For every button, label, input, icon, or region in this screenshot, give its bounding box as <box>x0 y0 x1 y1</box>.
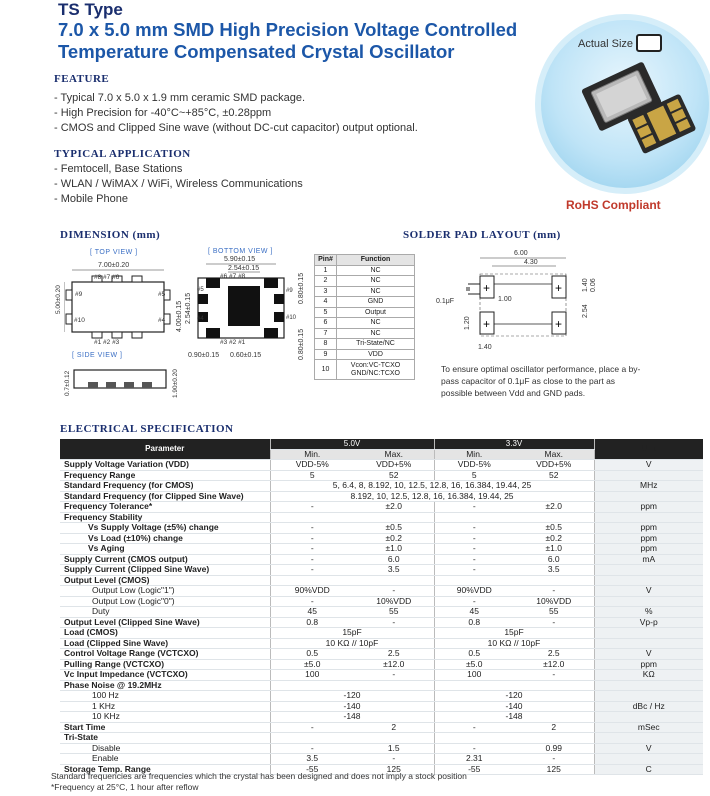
spec-cell <box>270 733 354 744</box>
spec-param: Output Level (Clipped Sine Wave) <box>60 617 270 628</box>
spec-unit <box>594 712 703 723</box>
spec-param: Output Level (CMOS) <box>60 575 270 586</box>
spec-unit: KΩ <box>594 670 703 681</box>
spec-cell: - <box>434 743 514 754</box>
spec-unit <box>594 565 703 576</box>
spec-cell: 15pF <box>434 628 594 639</box>
solder-dim-140b: 1.40 <box>478 344 492 351</box>
spec-unit: MHz <box>594 481 703 492</box>
spec-row <box>60 722 703 733</box>
spec-unit: Vp-p <box>594 617 703 628</box>
side-view-label: [ SIDE VIEW ] <box>72 352 123 359</box>
bottom-pins-lower: #3 #2 #1 <box>220 339 246 346</box>
pin-col-header: Pin# <box>315 255 337 266</box>
spec-row <box>60 565 703 576</box>
svg-text:+: + <box>555 317 563 331</box>
spec-param: Standard Frequency (for Clipped Sine Wave) <box>60 491 270 502</box>
spec-param: Vs Load (±10%) change <box>60 533 270 544</box>
spec-unit <box>594 733 703 744</box>
spec-cell: 10 KΩ // 10pF <box>270 638 434 649</box>
spec-row <box>60 628 703 639</box>
solder-cap-label: 0.1μF <box>436 298 455 305</box>
spec-param: Control Voltage Range (VCTCXO) <box>60 649 270 660</box>
top-view-label: [ TOP VIEW ] <box>90 249 138 256</box>
spec-cell: - <box>270 743 354 754</box>
spec-cell: -120 <box>434 691 594 702</box>
title-line-2: Temperature Compensated Crystal Oscillator <box>58 41 455 62</box>
spec-cell: 5 <box>270 470 354 481</box>
spec-cell: - <box>434 722 514 733</box>
spec-row <box>60 460 703 471</box>
spec-cell: - <box>354 617 434 628</box>
spec-param: Vs Aging <box>60 544 270 555</box>
spec-unit: V <box>594 649 703 660</box>
spec-cell: 5 <box>434 470 514 481</box>
spec-cell: 2.5 <box>354 649 434 660</box>
feature-item: - CMOS and Clipped Sine wave (without DC-cut capacitor) output optional. <box>54 122 418 134</box>
spec-cell: 2 <box>354 722 434 733</box>
spec-param: Tri-State <box>60 733 270 744</box>
pin-function: NC <box>337 265 415 276</box>
bottom-pin-9: #9 <box>286 288 293 294</box>
pin-number: 2 <box>315 276 337 287</box>
spec-param: Vc Input Impedance (VCTCXO) <box>60 670 270 681</box>
application-item: - WLAN / WiMAX / WiFi, Wireless Communications <box>54 178 303 190</box>
spec-unit: dBc / Hz <box>594 701 703 712</box>
spec-row <box>60 712 703 723</box>
spec-cell: VDD-5% <box>270 460 354 471</box>
spec-unit: ppm <box>594 533 703 544</box>
bottom-height-dim: 4.00±0.15 <box>176 300 183 332</box>
spec-row <box>60 649 703 660</box>
electrical-spec-table <box>60 439 703 775</box>
spec-cell: VDD-5% <box>434 460 514 471</box>
spec-unit: C <box>594 764 703 775</box>
spec-cell: - <box>434 565 514 576</box>
spec-cell: - <box>270 565 354 576</box>
spec-cell: 10 KΩ // 10pF <box>434 638 594 649</box>
spec-cell: - <box>434 554 514 565</box>
application-list <box>54 162 303 207</box>
col-33v-header: 3.3V <box>434 439 594 449</box>
spec-unit: % <box>594 607 703 618</box>
spec-unit: V <box>594 743 703 754</box>
spec-cell <box>270 575 354 586</box>
spec-cell: 2.31 <box>434 754 514 765</box>
rohs-label: RoHS Compliant <box>566 198 661 212</box>
pin-function: NC <box>337 328 415 339</box>
spec-cell: -55 <box>434 764 514 775</box>
spec-cell: 6.0 <box>514 554 594 565</box>
spec-row <box>60 575 703 586</box>
pin-function: NC <box>337 276 415 287</box>
spec-cell <box>354 733 434 744</box>
min-header: Min. <box>270 449 354 460</box>
max-header: Max. <box>354 449 434 460</box>
spec-cell: - <box>354 586 434 597</box>
pin-number: 5 <box>315 307 337 318</box>
spec-param: Frequency Tolerance* <box>60 502 270 513</box>
bottom-pins-upper: #6 #7 #8 <box>220 273 246 280</box>
spec-unit <box>594 491 703 502</box>
spec-cell: -120 <box>270 691 434 702</box>
spec-cell: 0.8 <box>270 617 354 628</box>
spec-cell: ±2.0 <box>514 502 594 513</box>
spec-cell: 2 <box>514 722 594 733</box>
spec-cell: - <box>270 523 354 534</box>
solder-dim-120: 1.20 <box>464 316 471 330</box>
dimension-heading: DIMENSION (mm) <box>60 229 161 241</box>
spec-cell: 1.5 <box>354 743 434 754</box>
spec-row <box>60 743 703 754</box>
spec-cell: VDD+5% <box>354 460 434 471</box>
spec-unit: mA <box>594 554 703 565</box>
spec-cell <box>434 512 514 523</box>
spec-param: Enable <box>60 754 270 765</box>
spec-param: 10 KHz <box>60 712 270 723</box>
spec-cell: 125 <box>354 764 434 775</box>
application-item: - Femtocell, Base Stations <box>54 163 183 175</box>
spec-cell: ±0.5 <box>514 523 594 534</box>
spec-unit <box>594 575 703 586</box>
spec-cell: 15pF <box>270 628 434 639</box>
bottom-inner-dim: 2.54±0.15 <box>228 265 260 272</box>
spec-row <box>60 470 703 481</box>
spec-row <box>60 491 703 502</box>
spec-unit <box>594 470 703 481</box>
pin-function: NC <box>337 318 415 329</box>
spec-cell: ±0.2 <box>514 533 594 544</box>
pin-function: GND <box>337 297 415 308</box>
pin-function: VDD <box>337 349 415 360</box>
solder-dim-140: 1.40 <box>582 278 589 292</box>
actual-size-label: Actual Size <box>578 38 634 50</box>
spec-unit: ppm <box>594 544 703 555</box>
top-view-drawing <box>55 262 184 352</box>
spec-param: 1 KHz <box>60 701 270 712</box>
spec-param: Vs Supply Voltage (±5%) change <box>60 523 270 534</box>
spec-unit: ppm <box>594 659 703 670</box>
spec-cell: ±12.0 <box>514 659 594 670</box>
spec-cell: 3.5 <box>270 754 354 765</box>
spec-cell: - <box>514 586 594 597</box>
pin-number: 6 <box>315 318 337 329</box>
solder-dim-430: 4.30 <box>524 259 538 266</box>
spec-cell: 0.5 <box>434 649 514 660</box>
spec-cell <box>270 512 354 523</box>
spec-cell <box>514 512 594 523</box>
side-view-drawing <box>62 364 182 400</box>
spec-param: Load (CMOS) <box>60 628 270 639</box>
top-pin-5: #5 <box>158 291 166 298</box>
top-width-dim: 7.00±0.20 <box>98 262 130 269</box>
bottom-view-drawing <box>176 256 306 364</box>
spec-cell: 90%VDD <box>270 586 354 597</box>
svg-text:+: + <box>483 317 491 331</box>
spec-row <box>60 617 703 628</box>
spec-row <box>60 523 703 534</box>
spec-cell: - <box>434 596 514 607</box>
spec-row <box>60 733 703 744</box>
spec-cell: -148 <box>270 712 434 723</box>
spec-cell: ±12.0 <box>354 659 434 670</box>
spec-cell: 3.5 <box>514 565 594 576</box>
bottom-inner-h-dim: 2.54±0.15 <box>185 292 192 324</box>
spec-cell: -140 <box>270 701 434 712</box>
pin-number: 1 <box>315 265 337 276</box>
spec-row <box>60 680 703 691</box>
spec-cell: 100 <box>270 670 354 681</box>
title-line-1: 7.0 x 5.0 mm SMD High Precision Voltage Controlled <box>58 19 518 40</box>
svg-text:+: + <box>483 281 491 295</box>
spec-cell: ±0.5 <box>354 523 434 534</box>
spec-cell: 10%VDD <box>354 596 434 607</box>
pin-number: 8 <box>315 339 337 350</box>
top-pins-upper: #8 #7 #6 <box>94 274 120 281</box>
min-header: Min. <box>434 449 514 460</box>
spec-cell: - <box>434 523 514 534</box>
spec-unit: ppm <box>594 502 703 513</box>
spec-row <box>60 638 703 649</box>
spec-cell: - <box>354 670 434 681</box>
spec-cell: ±5.0 <box>270 659 354 670</box>
series-title: TS Type <box>58 0 123 19</box>
spec-cell: -148 <box>434 712 594 723</box>
spec-cell <box>434 733 514 744</box>
side-pad-dim: 0.7±0.12 <box>64 370 71 396</box>
col-5v-header: 5.0V <box>270 439 434 449</box>
spec-cell: - <box>270 502 354 513</box>
spec-cell <box>514 733 594 744</box>
solder-dim-254: 2.54 <box>582 304 589 318</box>
spec-param: Start Time <box>60 722 270 733</box>
spec-cell: - <box>270 544 354 555</box>
spec-cell: - <box>434 502 514 513</box>
spec-row <box>60 544 703 555</box>
spec-cell: 45 <box>434 607 514 618</box>
spec-cell: 0.99 <box>514 743 594 754</box>
spec-param: Load (Clipped Sine Wave) <box>60 638 270 649</box>
product-title <box>58 19 517 63</box>
bottom-pad-h-dim: 0.80±0.15 <box>298 328 305 360</box>
solder-dim-600: 6.00 <box>514 250 528 257</box>
footnote-2: *Frequency at 25°C, 1 hour after reflow <box>51 782 199 792</box>
spec-cell: 100 <box>434 670 514 681</box>
feature-item: - High Precision for -40°C~+85°C, ±0.28ppm <box>54 107 272 119</box>
spec-unit: ppm <box>594 523 703 534</box>
spec-unit <box>594 628 703 639</box>
top-pin-10: #10 <box>74 317 85 324</box>
application-heading: TYPICAL APPLICATION <box>54 148 191 160</box>
pin-number: 3 <box>315 286 337 297</box>
spec-unit <box>594 638 703 649</box>
spec-cell: - <box>270 554 354 565</box>
spec-cell: 3.5 <box>354 565 434 576</box>
bottom-width-dim: 5.90±0.15 <box>224 256 256 263</box>
spec-cell <box>354 575 434 586</box>
spec-cell: 6.0 <box>354 554 434 565</box>
pin-number: 9 <box>315 349 337 360</box>
spec-cell: -140 <box>434 701 594 712</box>
pin-function: Vcon:VC-TCXO GND/NC:TCXO <box>337 360 415 380</box>
spec-row <box>60 586 703 597</box>
top-pins-lower: #1 #2 #3 <box>94 339 120 346</box>
spec-row <box>60 754 703 765</box>
bottom-view-label: [ BOTTOM VIEW ] <box>208 248 273 255</box>
spec-row <box>60 512 703 523</box>
spec-unit: V <box>594 460 703 471</box>
spec-cell: 55 <box>354 607 434 618</box>
top-pin-4: #4 <box>158 317 166 324</box>
spec-param: Supply Current (CMOS output) <box>60 554 270 565</box>
spec-param: Standard Frequency (for CMOS) <box>60 481 270 492</box>
pin-number: 4 <box>315 297 337 308</box>
solder-note: To ensure optimal oscillator performance, place a by-pass capacitor of 0.1μF as close to the part as possible between Vdd and GND pads. <box>441 364 641 398</box>
param-col-header: Parameter <box>60 439 270 460</box>
pin-function: Tri-State/NC <box>337 339 415 350</box>
bottom-pin-5: #5 <box>197 287 204 293</box>
pin-function-table <box>314 254 415 380</box>
spec-cell: 52 <box>354 470 434 481</box>
spec-cell <box>354 512 434 523</box>
function-col-header: Function <box>337 255 415 266</box>
spec-param: Frequency Range <box>60 470 270 481</box>
spec-cell <box>514 680 594 691</box>
spec-param: Frequency Stability <box>60 512 270 523</box>
spec-unit: V <box>594 586 703 597</box>
unit-col-header: Unit <box>594 439 703 460</box>
spec-cell: ±5.0 <box>434 659 514 670</box>
application-item: - Mobile Phone <box>54 193 128 205</box>
spec-cell: 125 <box>514 764 594 775</box>
spec-unit: mSec <box>594 722 703 733</box>
spec-unit <box>594 691 703 702</box>
spec-param: Storage Temp. Range <box>60 764 270 775</box>
bottom-pad-gap-dim: 0.60±0.15 <box>230 352 262 359</box>
bottom-pad-w-dim: 0.90±0.15 <box>188 352 220 359</box>
spec-param: Phase Noise @ 19.2MHz <box>60 680 270 691</box>
spec-cell: 0.8 <box>434 617 514 628</box>
spec-param: Output Low (Logic"1") <box>60 586 270 597</box>
spec-cell: - <box>354 754 434 765</box>
solder-pad-drawing <box>436 248 606 358</box>
spec-cell: - <box>434 544 514 555</box>
bottom-pin-4: #4 <box>197 316 204 322</box>
spec-cell <box>434 575 514 586</box>
spec-row <box>60 670 703 681</box>
spec-param: Pulling Range (VCTCXO) <box>60 659 270 670</box>
spec-unit <box>594 754 703 765</box>
spec-cell: - <box>270 596 354 607</box>
spec-param: Duty <box>60 607 270 618</box>
pin-function: Output <box>337 307 415 318</box>
spec-row <box>60 596 703 607</box>
spec-cell: - <box>270 722 354 733</box>
spec-cell: 2.5 <box>514 649 594 660</box>
spec-row <box>60 659 703 670</box>
spec-cell: - <box>514 670 594 681</box>
pin-number: 10 <box>315 360 337 380</box>
spec-cell: - <box>434 533 514 544</box>
actual-size-chip-icon <box>636 34 662 52</box>
spec-cell: ±0.2 <box>354 533 434 544</box>
bottom-right-h-dim: 0.80±0.15 <box>298 272 305 304</box>
spec-param: Output Low (Logic"0") <box>60 596 270 607</box>
top-height-dim: 5.00±0.20 <box>55 285 62 314</box>
spec-cell: 90%VDD <box>434 586 514 597</box>
spec-cell: ±2.0 <box>354 502 434 513</box>
spec-cell: 55 <box>514 607 594 618</box>
spec-cell: 10%VDD <box>514 596 594 607</box>
spec-unit <box>594 680 703 691</box>
spec-cell: ±1.0 <box>354 544 434 555</box>
spec-cell <box>354 680 434 691</box>
spec-row <box>60 701 703 712</box>
footnotes <box>51 771 467 793</box>
spec-cell <box>514 575 594 586</box>
spec-row <box>60 554 703 565</box>
spec-row <box>60 481 703 492</box>
bottom-pin-10: #10 <box>286 315 297 321</box>
feature-heading: FEATURE <box>54 73 110 85</box>
spec-param: 100 Hz <box>60 691 270 702</box>
pin-number: 7 <box>315 328 337 339</box>
spec-cell <box>270 680 354 691</box>
spec-unit <box>594 596 703 607</box>
spec-row <box>60 502 703 513</box>
spec-unit <box>594 512 703 523</box>
spec-row <box>60 533 703 544</box>
spec-cell: - <box>514 617 594 628</box>
spec-cell: ±1.0 <box>514 544 594 555</box>
spec-cell: 0.5 <box>270 649 354 660</box>
spec-param: Supply Voltage Variation (VDD) <box>60 460 270 471</box>
spec-param: Disable <box>60 743 270 754</box>
spec-cell: VDD+5% <box>514 460 594 471</box>
spec-row <box>60 607 703 618</box>
spec-cell: 52 <box>514 470 594 481</box>
svg-text:+: + <box>555 281 563 295</box>
electrical-heading: ELECTRICAL SPECIFICATION <box>60 423 234 435</box>
solder-dim-100: 1.00 <box>498 296 512 303</box>
spec-cell <box>434 680 514 691</box>
feature-item: - Typical 7.0 x 5.0 x 1.9 mm ceramic SMD package. <box>54 92 306 104</box>
spec-param: Supply Current (Clipped Sine Wave) <box>60 565 270 576</box>
spec-row <box>60 691 703 702</box>
spec-cell: 45 <box>270 607 354 618</box>
pin-function: NC <box>337 286 415 297</box>
solder-dim-006: 0.06 <box>590 278 597 292</box>
footnote-1: Standard frequencies are frequencies which the crystal has been designed and does not imply a stock position <box>51 771 467 781</box>
spec-cell: 5, 6.4, 8, 8.192, 10, 12.5, 12.8, 16, 16.384, 19.44, 25 <box>270 481 594 492</box>
side-height-dim: 1.90±0.20 <box>172 369 179 398</box>
spec-cell: - <box>270 533 354 544</box>
top-pin-9: #9 <box>75 291 83 298</box>
feature-list <box>54 91 418 136</box>
spec-cell: 8.192, 10, 12.5, 12.8, 16, 16.384, 19.44, 25 <box>270 491 594 502</box>
spec-cell: -55 <box>270 764 354 775</box>
solder-heading: SOLDER PAD LAYOUT (mm) <box>403 229 561 241</box>
spec-cell: - <box>514 754 594 765</box>
max-header: Max. <box>514 449 594 460</box>
